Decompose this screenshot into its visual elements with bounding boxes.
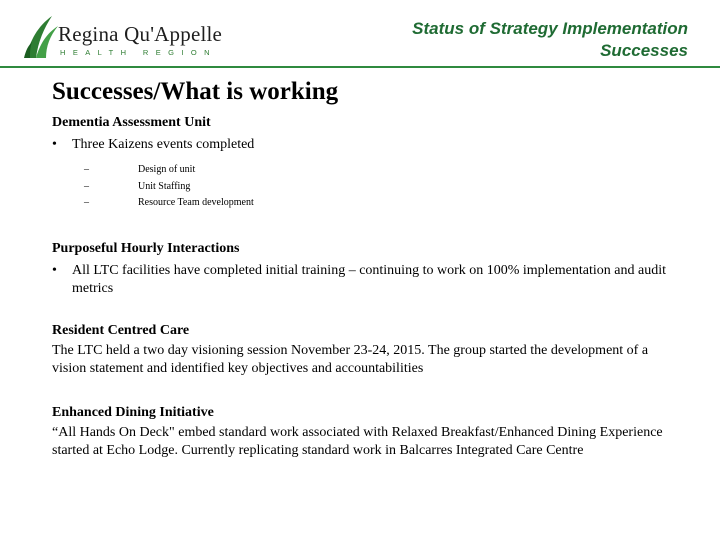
slide-header-title — [412, 18, 688, 62]
sub-bullet-item — [84, 162, 672, 179]
bullet-icon: • — [52, 262, 57, 278]
section-resident-centred — [52, 322, 672, 378]
logo-name: Regina Qu'Appelle — [58, 22, 223, 46]
sub-bullet-item — [84, 195, 672, 212]
bullet-text: All LTC facilities have completed initial training – continuing to work on 100% implementation and audit metrics — [72, 262, 666, 296]
header-divider — [0, 66, 720, 68]
page-heading: Successes/What is working — [52, 78, 339, 105]
header-title-line1: Status of Strategy Implementation — [412, 19, 688, 38]
sub-bullet-list — [84, 162, 672, 212]
section-dementia-assessment — [52, 114, 672, 212]
bullet-icon: • — [52, 137, 57, 152]
section-enhanced-dining — [52, 404, 672, 460]
bullet-item — [52, 136, 672, 154]
section-purposeful-hourly — [52, 240, 672, 298]
region-logo — [22, 12, 232, 64]
section-text: The LTC held a two day visioning session November 23-24, 2015. The group started the development of a vision statement and identified key objectives and accountabilities — [52, 342, 649, 376]
wheat-leaf-icon — [22, 12, 62, 62]
dash-icon: – — [84, 164, 89, 175]
sub-bullet-text: Unit Staffing — [138, 180, 191, 192]
dash-icon: – — [84, 197, 89, 208]
sub-bullet-text: Resource Team development — [138, 197, 254, 208]
section-title: Dementia Assessment Unit — [52, 115, 211, 130]
bullet-item — [52, 262, 672, 298]
header-title-line2: Successes — [600, 41, 688, 60]
slide-content — [52, 114, 672, 460]
dash-icon: – — [84, 180, 89, 192]
sub-bullet-item — [84, 179, 672, 196]
bullet-text: Three Kaizens events completed — [72, 137, 255, 152]
section-title: Enhanced Dining Initiative — [52, 404, 214, 420]
sub-bullet-text: Design of unit — [138, 164, 196, 175]
section-text: “All Hands On Deck" embed standard work associated with Relaxed Breakfast/Enhanced Dining Experience started at Echo Lodge. Currently replicating standard work in Balcarres Integrated Care Centre — [52, 424, 663, 458]
section-title: Purposeful Hourly Interactions — [52, 240, 240, 256]
logo-subtitle: HEALTH REGION — [60, 48, 217, 57]
section-title: Resident Centred Care — [52, 322, 190, 338]
